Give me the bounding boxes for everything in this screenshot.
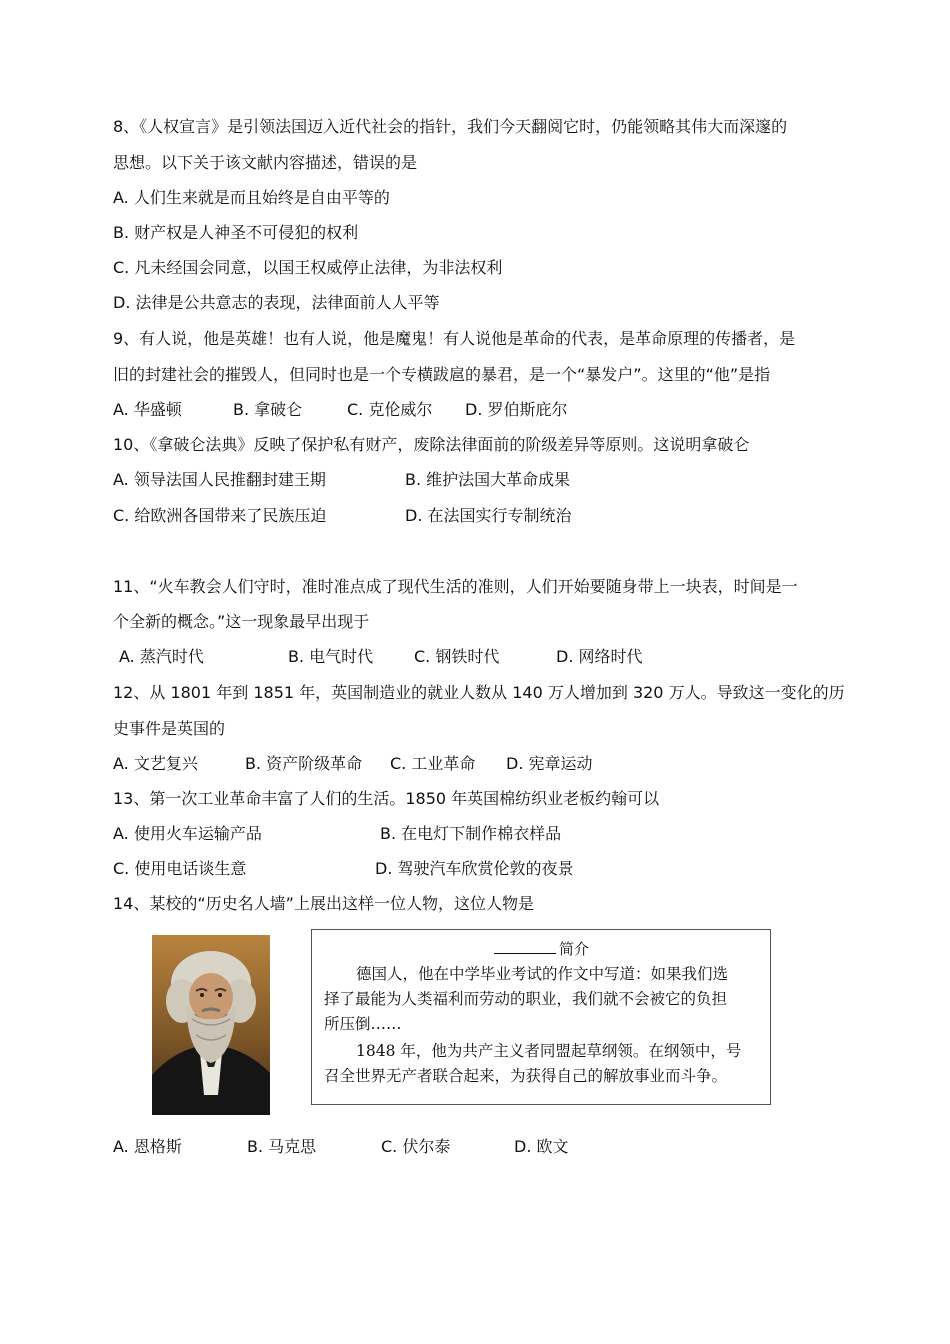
q8-option-c: C. 凡未经国会同意，以国王权威停止法律，为非法权利 xyxy=(113,258,503,277)
q14-option-c: C. 伏尔泰 xyxy=(381,1137,451,1156)
q11-option-c: C. 钢铁时代 xyxy=(414,647,500,666)
fill-in-blank xyxy=(494,939,556,954)
q13-stem-line1: 13、第一次工业革命丰富了人们的生活。1850 年英国棉纺织业老板约翰可以 xyxy=(113,789,660,808)
q14-option-b: B. 马克思 xyxy=(247,1137,317,1156)
q14-stem-line1: 14、某校的“历史名人墙”上展出这样一位人物，这位人物是 xyxy=(113,894,534,913)
q14-option-d: D. 欧文 xyxy=(514,1137,569,1156)
q11-option-a: A. 蒸汽时代 xyxy=(119,647,204,666)
q12-option-d: D. 宪章运动 xyxy=(506,754,593,773)
q13-option-a: A. 使用火车运输产品 xyxy=(113,824,262,843)
q9-option-a: A. 华盛顿 xyxy=(113,400,182,419)
q10-option-b: B. 维护法国大革命成果 xyxy=(405,470,571,489)
q11-option-b: B. 电气时代 xyxy=(288,647,374,666)
q10-option-a: A. 领导法国人民推翻封建王期 xyxy=(113,470,326,489)
q8-option-a: A. 人们生来就是而且始终是自由平等的 xyxy=(113,188,390,207)
q13-option-d: D. 驾驶汽车欣赏伦敦的夜景 xyxy=(375,859,574,878)
bio-box-title-text: 简介 xyxy=(559,940,590,958)
q13-option-b: B. 在电灯下制作棉衣样品 xyxy=(380,824,562,843)
q9-stem-line1: 9、有人说，他是英雄！也有人说，他是魔鬼！有人说他是革命的代表，是革命原理的传播者，是 xyxy=(113,329,796,348)
q12-option-a: A. 文艺复兴 xyxy=(113,754,198,773)
bio-paragraph1-line2: 择了最能为人类福利而劳动的职业，我们就不会被它的负担 xyxy=(324,990,728,1008)
q8-option-d: D. 法律是公共意志的表现，法律面前人人平等 xyxy=(113,293,440,312)
q12-option-c: C. 工业革命 xyxy=(390,754,476,773)
bio-paragraph1-line3: 所压倒…… xyxy=(324,1015,402,1033)
q12-option-b: B. 资产阶级革命 xyxy=(245,754,363,773)
q8-stem-line2: 思想。以下关于该文献内容描述，错误的是 xyxy=(113,153,418,172)
bio-box xyxy=(311,929,771,1105)
q11-stem-line2: 个全新的概念。”这一现象最早出现于 xyxy=(113,612,370,631)
q12-stem-line2: 史事件是英国的 xyxy=(113,719,226,738)
q9-option-b: B. 拿破仑 xyxy=(233,400,303,419)
q10-option-c: C. 给欧洲各国带来了民族压迫 xyxy=(113,506,327,525)
q9-option-c: C. 克伦威尔 xyxy=(347,400,433,419)
bio-paragraph2-line1: 1848 年，他为共产主义者同盟起草纲领。在纲领中，号 xyxy=(356,1042,742,1060)
q11-option-d: D. 网络时代 xyxy=(556,647,643,666)
q8-stem-line1: 8、《人权宣言》是引领法国迈入近代社会的指针，我们今天翻阅它时，仍能领略其伟大而深邃的 xyxy=(113,117,788,136)
portrait-illustration xyxy=(152,935,270,1115)
bio-paragraph1-line1: 德国人，他在中学毕业考试的作文中写道：如果我们选 xyxy=(356,965,729,983)
q11-stem-line1: 11、“火车教会人们守时，准时准点成了现代生活的准则，人们开始要随身带上一块表，时间是一 xyxy=(113,577,798,596)
q14-option-a: A. 恩格斯 xyxy=(113,1137,182,1156)
q10-stem-line1: 10、《拿破仑法典》反映了保护私有财产，废除法律面前的阶级差异等原则。这说明拿破仑 xyxy=(113,435,750,454)
bio-paragraph2-line2: 召全世界无产者联合起来，为获得自己的解放事业而斗争。 xyxy=(324,1067,728,1085)
portrait-image xyxy=(152,935,270,1115)
q10-option-d: D. 在法国实行专制统治 xyxy=(405,506,572,525)
q9-stem-line2: 旧的封建社会的摧毁人，但同时也是一个专横跋扈的暴君，是一个“暴发户”。这里的“他”是指 xyxy=(113,365,771,384)
q8-option-b: B. 财产权是人神圣不可侵犯的权利 xyxy=(113,223,359,242)
bio-box-title xyxy=(494,938,589,959)
q13-option-c: C. 使用电话谈生意 xyxy=(113,859,247,878)
q12-stem-line1: 12、从 1801 年到 1851 年，英国制造业的就业人数从 140 万人增加到 320 万人。导致这一变化的历 xyxy=(113,683,845,702)
q9-option-d: D. 罗伯斯庇尔 xyxy=(465,400,568,419)
